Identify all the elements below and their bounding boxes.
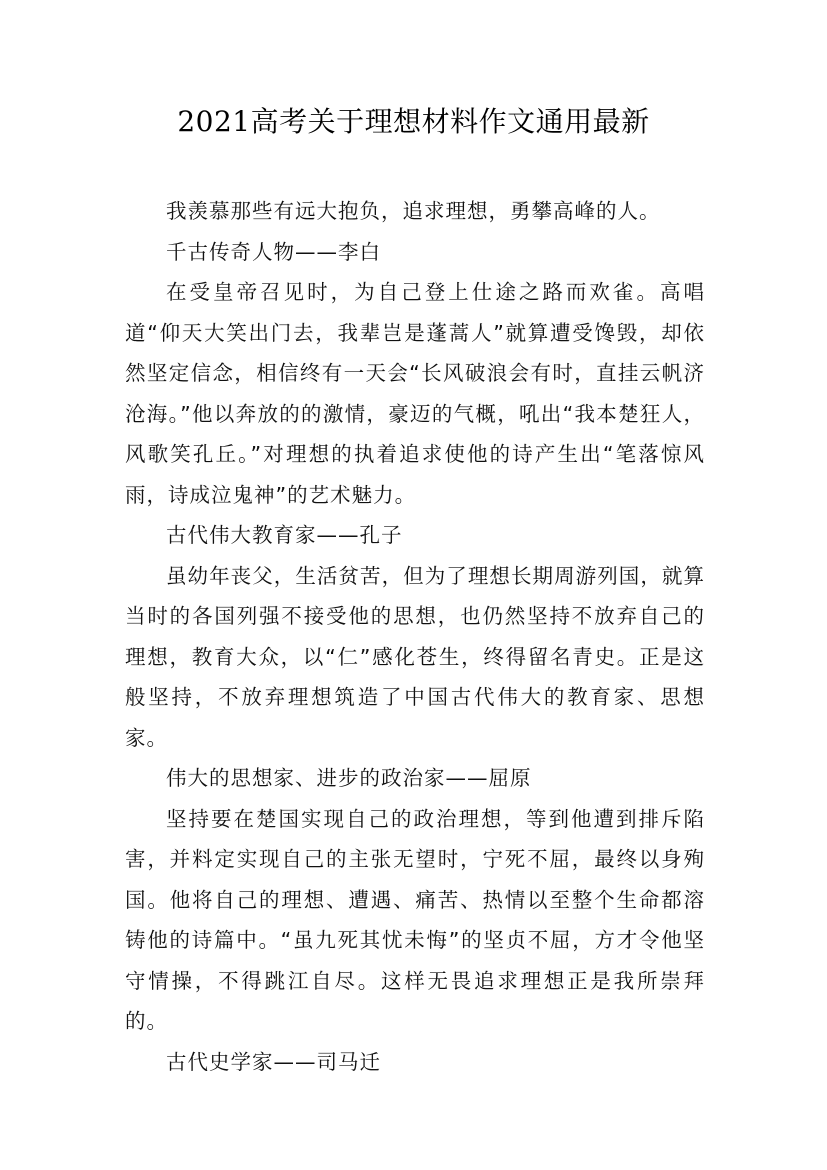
paragraph-li-bai: 在受皇帝召见时，为自己登上仕途之路而欢雀。高唱道“仰天大笑出门去，我辈岂是蓬蒿人”就算遭受馋毁，却依然坚定信念，相信终有一天会“长风破浪会有时，直挂云帆济沧海。”他以奔放的的激情，豪迈的气概，吼出“我本楚狂人，风歌笑孔丘。”对理想的执着追求使他的诗产生出“笔落惊风雨，诗成泣鬼神”的艺术魅力。 (125, 280, 705, 507)
paragraph-intro: 我羡慕那些有远大抱负，追求理想，勇攀高峰的人。 (166, 199, 661, 223)
heading-qu-yuan: 伟大的思想家、进步的政治家——屈原 (166, 766, 532, 790)
paragraph-confucius: 虽幼年丧父，生活贫苦，但为了理想长期周游列国，就算当时的各国列强不接受他的思想，也仍然坚持不放弃自己的理想，教育大众，以“仁”感化苍生，终得留名青史。正是这般坚持，不放弃理想筑造了中国古代伟大的教育家、思想家。 (125, 563, 705, 750)
document-title: 2021高考关于理想材料作文通用最新 (177, 105, 650, 138)
document-body (125, 191, 705, 1082)
heading-li-bai: 千古传奇人物——李白 (166, 239, 381, 264)
heading-confucius: 古代伟大教育家——孔子 (166, 523, 403, 547)
paragraph-qu-yuan: 坚持要在楚国实现自己的政治理想，等到他遭到排斥陷害，并料定实现自己的主张无望时，宁死不屈，最终以身殉国。他将自己的理想、遭遇、痛苦、热情以至整个生命都溶铸他的诗篇中。“虽九死其忧未悔”的坚贞不屈，方才令他坚守情操，不得跳江自尽。这样无畏追求理想正是我所崇拜的。 (125, 806, 705, 1033)
heading-sima-qian: 古代史学家——司马迁 (166, 1049, 381, 1074)
